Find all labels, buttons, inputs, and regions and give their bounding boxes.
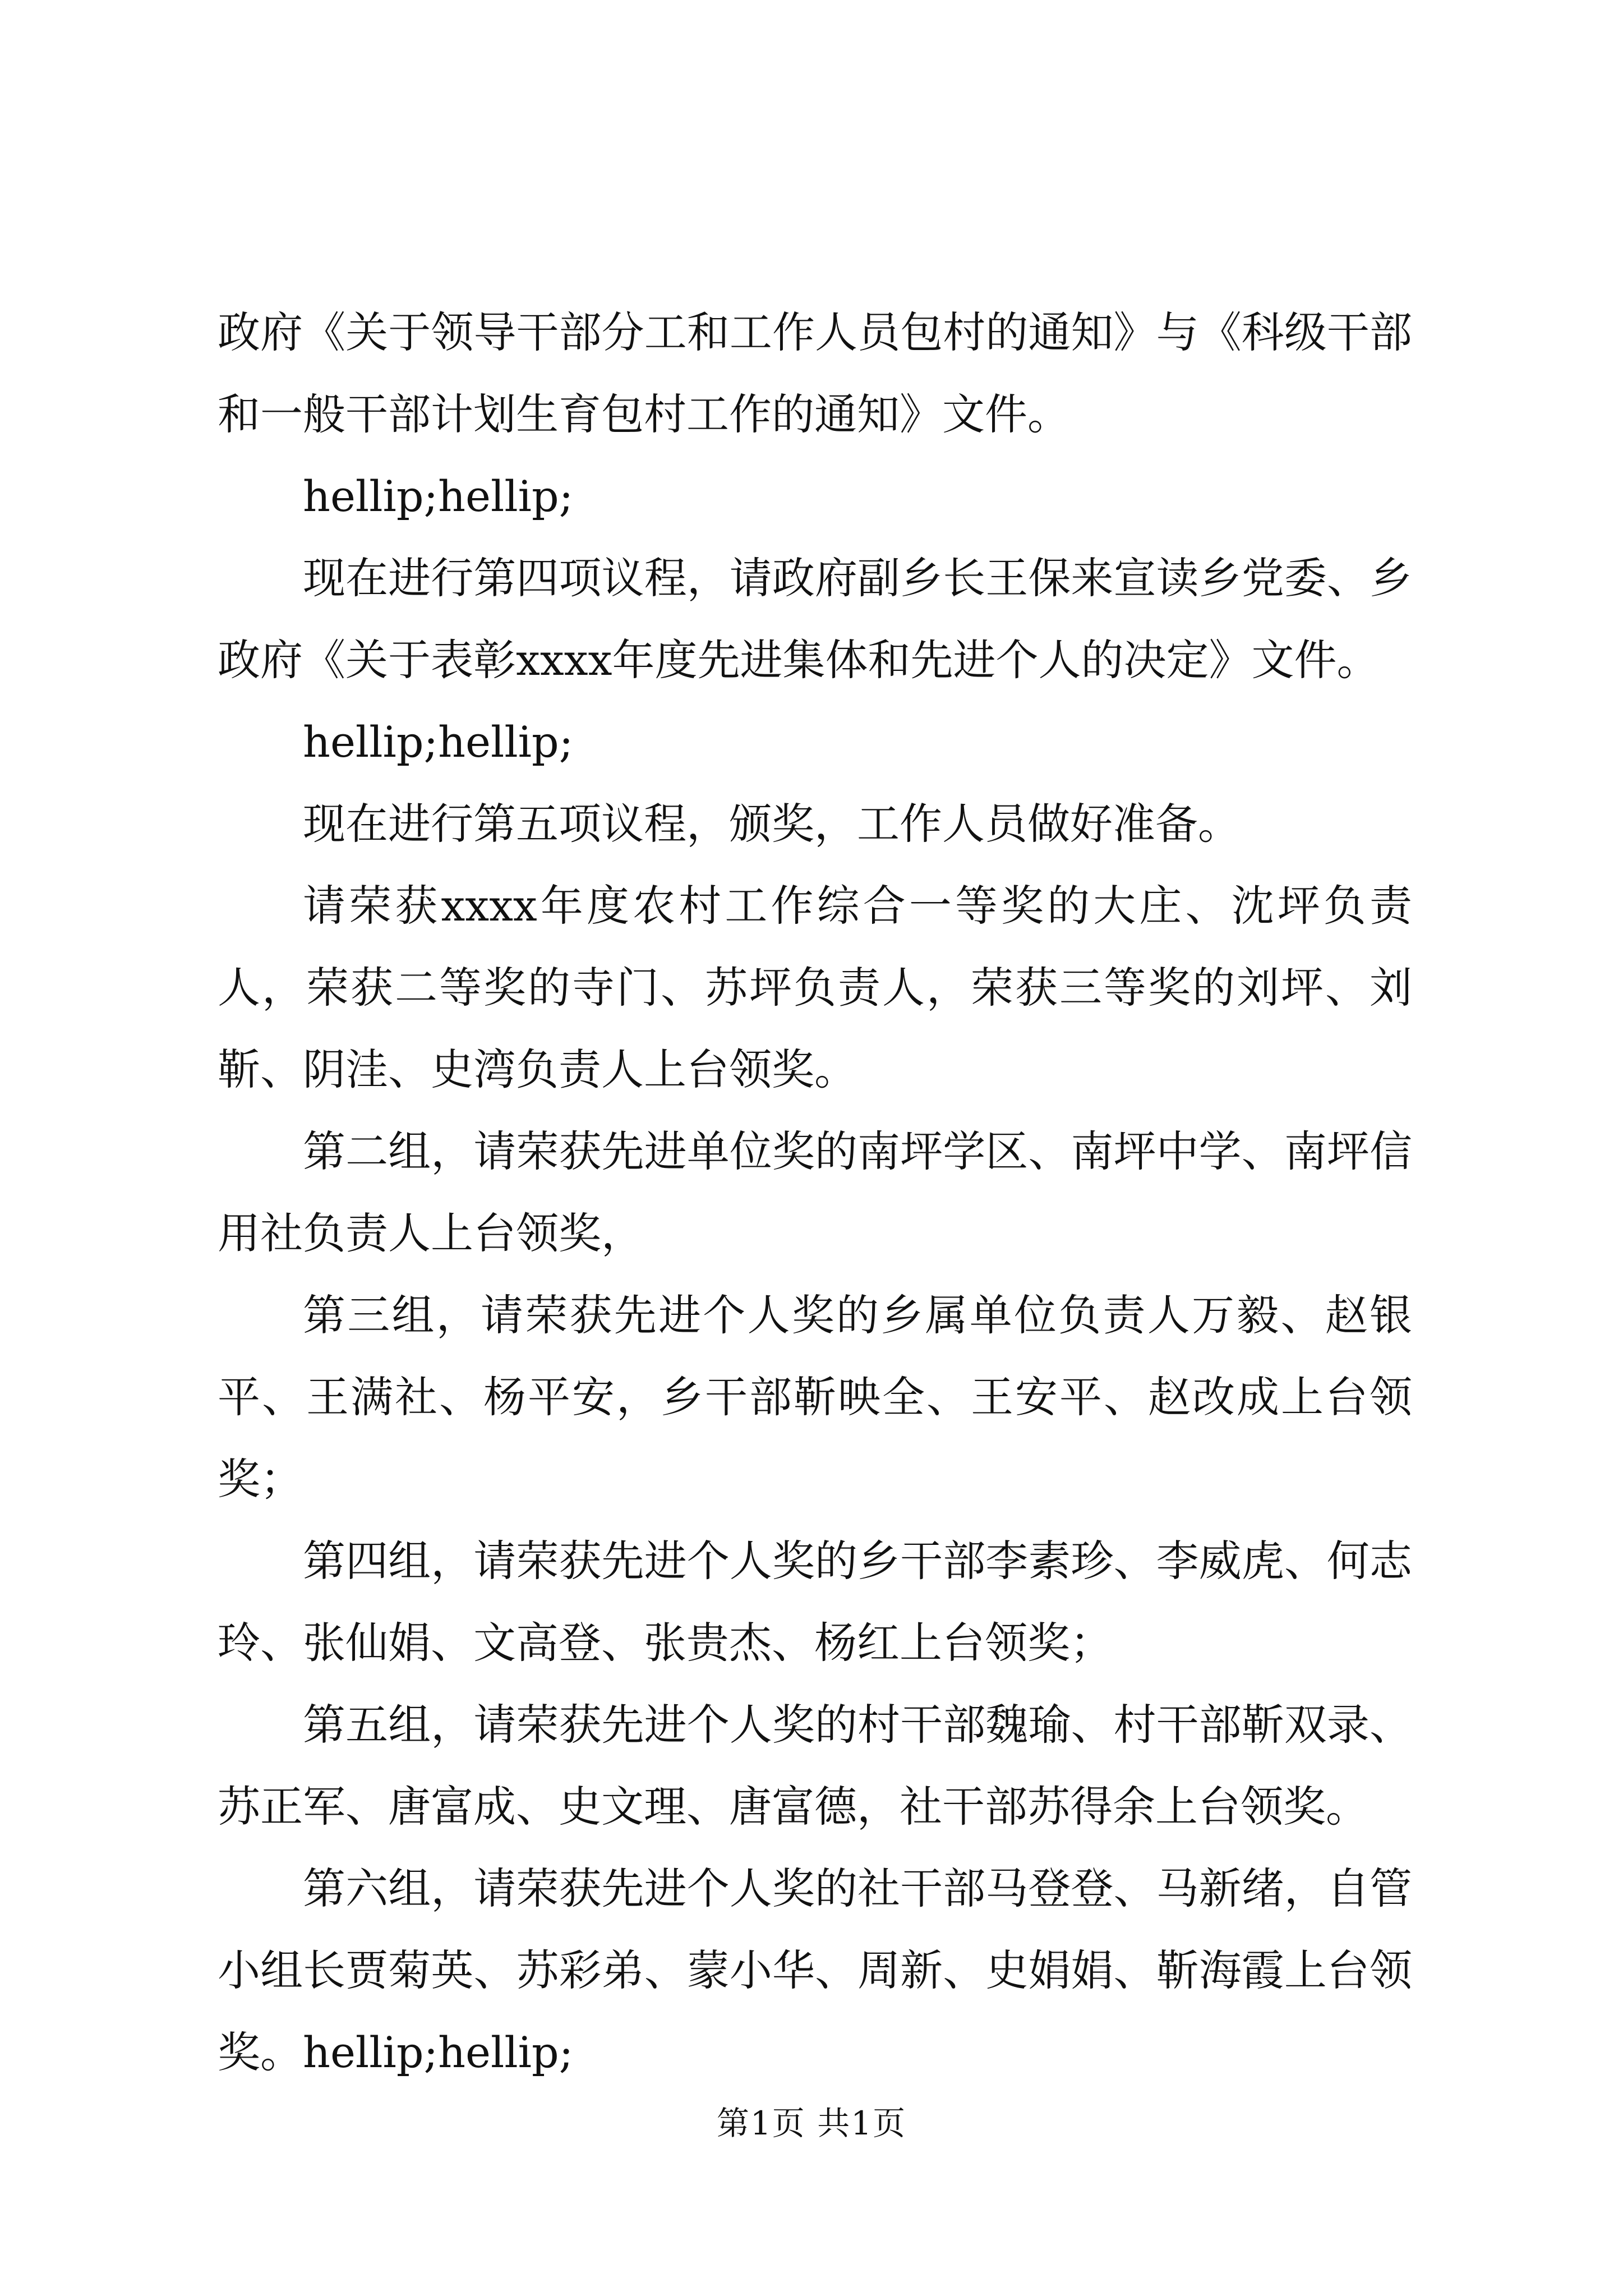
- paragraph-agenda-item-5: 现在进行第五项议程，颁奖，工作人员做好准备。: [303, 799, 1241, 849]
- paragraph-award-group-2: 第二组，请荣获先进单位奖的南坪学区、南坪中学、南坪信用社负责人上台领奖，: [218, 1126, 1412, 1258]
- paragraph-agenda-item-4: 现在进行第四项议程，请政府副乡长王保来宣读乡党委、乡政府《关于表彰xxxx年度先进集体和先进个人的决定》文件。: [218, 553, 1412, 685]
- paragraph-award-group-4: 第四组，请荣获先进个人奖的乡干部李素珍、李威虎、何志玲、张仙娟、文高登、张贵杰、杨红上台领奖；: [218, 1536, 1412, 1668]
- paragraph-continuation: 政府《关于领导干部分工和工作人员包村的通知》与《科级干部和一般干部计划生育包村工作的通知》文件。: [218, 307, 1412, 439]
- paragraph-ellipsis: hellip;hellip;: [303, 471, 574, 521]
- paragraph-award-group-5: 第五组，请荣获先进个人奖的村干部魏瑜、村干部靳双录、苏正军、唐富成、史文理、唐富德，社干部苏得余上台领奖。: [218, 1700, 1412, 1832]
- paragraph-award-group-3: 第三组，请荣获先进个人奖的乡属单位负责人万毅、赵银平、王满社、杨平安，乡干部靳映全、王安平、赵改成上台领奖；: [218, 1290, 1412, 1504]
- page-number-footer: 第1页 共1页: [716, 2104, 907, 2142]
- paragraph-award-group-6: 第六组，请荣获先进个人奖的社干部马登登、马新绪，自管小组长贾菊英、苏彩弟、蒙小华、周新、史娟娟、靳海霞上台领奖。hellip;hellip;: [218, 1864, 1412, 2077]
- document-body: [218, 292, 1412, 2093]
- paragraph-award-group-1: 请荣获xxxx年度农村工作综合一等奖的大庄、沈坪负责人，荣获二等奖的寺门、苏坪负责人，荣获三等奖的刘坪、刘靳、阴洼、史湾负责人上台领奖。: [218, 881, 1412, 1094]
- paragraph-ellipsis: hellip;hellip;: [303, 717, 574, 767]
